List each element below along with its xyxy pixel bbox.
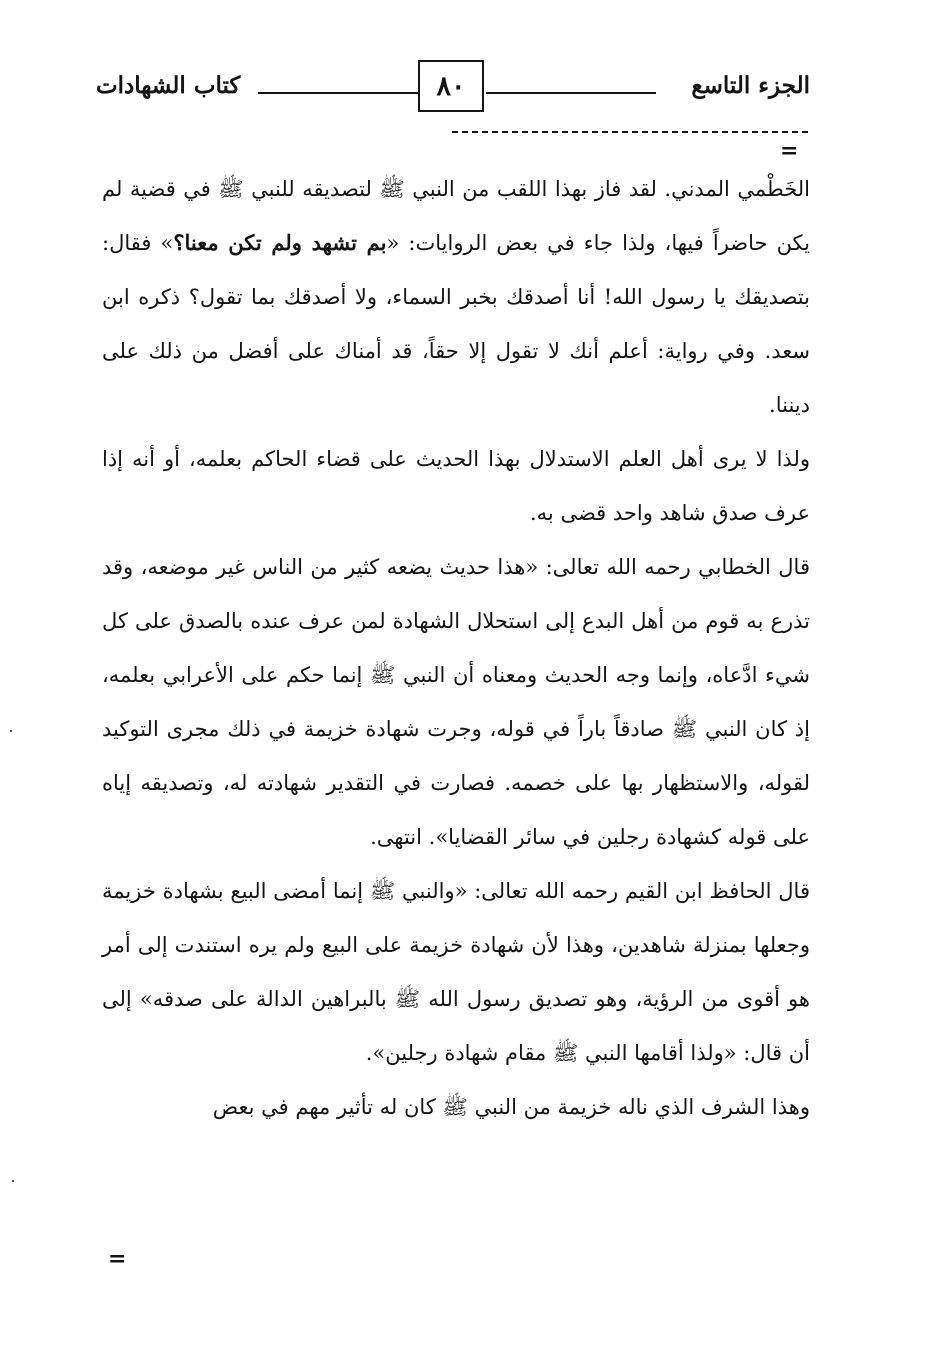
body-text xyxy=(102,162,810,1134)
header-rule-right xyxy=(486,92,656,94)
paragraph-1-text-a: الخَطْمي المدني. لقد فاز بهذا اللقب من النبي ﷺ لتصديقه للنبي ﷺ في قضية لم يكن حاضراً فيها، ولذا جاء في بعض الروايات: « xyxy=(102,177,810,255)
paragraph-3: قال الخطابي رحمه الله تعالى: «هذا حديث يضعه كثير من الناس غير موضعه، وقد تذرع به قوم من أهل البدع إلى استحلال الشهادة لمن عرف عنده بالصدق على كل شيء ادَّعاه، وإنما وجه الحديث ومعناه أن النبي ﷺ إنما حكم على الأعرابي بعلمه، إذ كان النبي ﷺ صادقاً باراً في قوله، وجرت شهادة خزيمة في ذلك مجرى التوكيد لقوله، والاستظهار بها على خصمه. فصارت في التقدير شهادته له، وتصديقه إياه على قوله كشهادة رجلين في سائر القضايا». انتهى. xyxy=(102,555,810,849)
paragraph-2: ولذا لا يرى أهل العلم الاستدلال بهذا الحديث على قضاء الحاكم بعلمه، أو أنه إذا عرف صدق شاهد واحد قضى به. xyxy=(102,447,810,525)
paragraph-1 xyxy=(102,162,810,432)
page-number: ٨٠ xyxy=(436,70,466,102)
scan-speck xyxy=(10,730,12,732)
paragraph-1-bold-quote: بم تشهد ولم تكن معنا؟ xyxy=(173,230,387,255)
running-header xyxy=(96,58,810,118)
continuation-mark-top: = xyxy=(780,138,799,164)
header-dashed-rule xyxy=(452,131,808,133)
scan-speck xyxy=(12,1180,14,1182)
continuation-mark-bottom: = xyxy=(108,1246,127,1272)
volume-label: الجزء التاسع xyxy=(691,72,810,99)
paragraph-5: وهذا الشرف الذي ناله خزيمة من النبي ﷺ كان له تأثير مهم في بعض xyxy=(212,1095,810,1119)
header-rule-left xyxy=(258,92,418,94)
paragraph-1-text-b: » فقال: بتصديقك يا رسول الله! أنا أصدقك بخبر السماء، ولا أصدقك بما تقول؟ ذكره ابن سعد. وفي رواية: أعلم أنك لا تقول إلا حقاً، قد أمناك على أفضل من ذلك على ديننا. xyxy=(102,231,810,417)
book-title: كتاب الشهادات xyxy=(96,72,241,99)
page-number-box xyxy=(418,60,484,112)
paragraph-4: قال الحافظ ابن القيم رحمه الله تعالى: «والنبي ﷺ إنما أمضى البيع بشهادة خزيمة وجعلها بمنزلة شاهدين، وهذا لأن شهادة خزيمة على البيع ولم يره استندت إلى أمر هو أقوى من الرؤية، وهو تصديق رسول الله ﷺ بالبراهين الدالة على صدقه» إلى أن قال: «ولذا أقامها النبي ﷺ مقام شهادة رجلين». xyxy=(102,879,810,1065)
